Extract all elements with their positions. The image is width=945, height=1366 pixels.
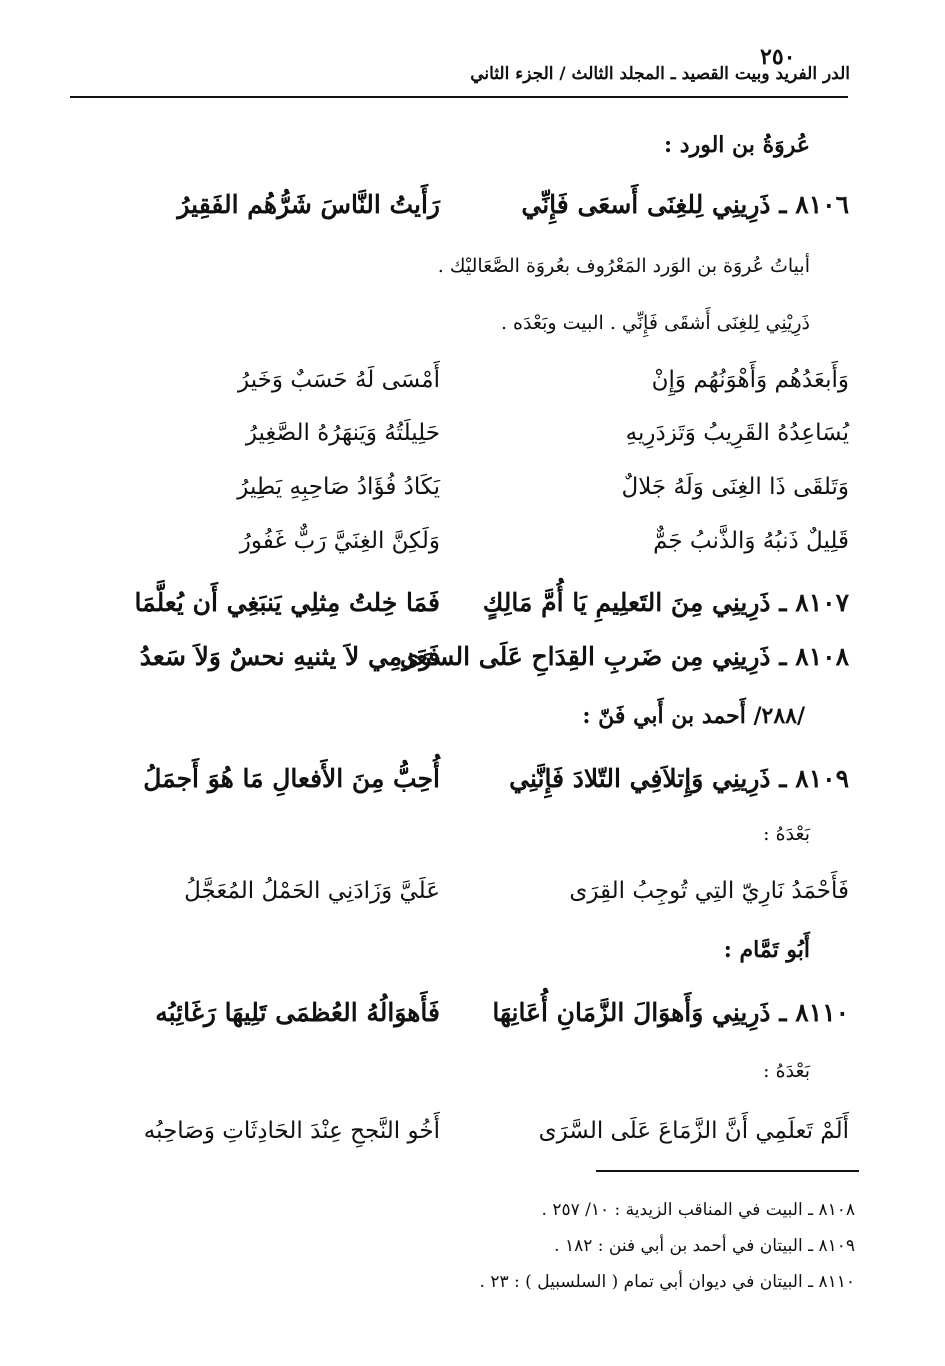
commentary-line: أبياتُ عُروَة بن الوَرد المَعْرُوف بعُروَة الصَّعَاليْك .	[437, 255, 810, 277]
commentary-line: ذَرِيْنِي لِلغِنَى أَشقَى فَإِنِّي . البيت وبَعْدَه .	[500, 312, 810, 334]
verse-8108-second: فَعَزمِي لاَ يثنيهِ نحسٌ وَلاَ سَعدُ	[139, 642, 440, 671]
page-number: ٢٥٠	[760, 44, 796, 70]
cited-verse-first: أَلَمْ تَعلَمِي أَنَّ الزَّمَاعَ عَلَى السَّرَى	[538, 1118, 849, 1144]
verse-8106-first: ٨١٠٦ ـ ذَرِينِي لِلغِنَى أَسعَى فَإِنِّي	[521, 190, 849, 219]
cited-verse-first: قَلِيلٌ ذَنبُهُ وَالذَّنبُ جَمٌّ	[653, 528, 849, 554]
verse-8110-second: فَأَهوَالُهُ العُظمَى تَلِيهَا رَغَائِبُه	[155, 998, 440, 1027]
cited-verse-second: أَمْسَى لَهُ حَسَبٌ وَخَيرُ	[238, 367, 440, 393]
cited-verse-second: يَكَادُ فُؤَادُ صَاحِبِهِ يَطِيرُ	[237, 474, 440, 500]
cited-verse-second: أَخُو النَّجحِ عِنْدَ الحَادِثَاتِ وَصَاحِبُه	[143, 1118, 440, 1144]
cited-verse-first: يُسَاعِدُهُ القَرِيبُ وَتَزدَرِيهِ	[625, 420, 849, 446]
footnote: ٨١١٠ ـ البيتان في ديوان أبي تمام ( السلسبيل ) : ٢٣ .	[479, 1272, 855, 1292]
verse-8107-second: فَمَا خِلتُ مِثلِي يَنبَغِي أَن يُعلَّمَا	[134, 588, 440, 617]
footnote: ٨١٠٩ ـ البيتان في أحمد بن أبي فنن : ١٨٢ .	[554, 1236, 855, 1256]
after-label: بَعْدَهُ :	[763, 1060, 810, 1082]
verse-8108-first: ٨١٠٨ ـ ذَرِينِي مِن ضَربِ القِدَاحِ عَلَى السرَى	[399, 642, 849, 671]
verse-8110-first: ٨١١٠ ـ ذَرِينِي وَأَهوَالَ الزَّمَانِ أُعَانِهَا	[492, 998, 849, 1027]
cited-verse-first: فَأَحْمَدُ نَارِيّ التِي تُوجِبُ القِرَى	[569, 878, 849, 904]
running-header: الدر الفريد وبيت القصيد ـ المجلد الثالث / الجزء الثاني	[470, 64, 850, 84]
verse-8109-first: ٨١٠٩ ـ ذَرِينِي وَإِتلاَفِي التّلادَ فَإِنَّنِي	[509, 764, 849, 793]
cited-verse-first: وَأَبعَدُهُم وَأَهْوَنُهُم وَإِنْ	[651, 367, 849, 393]
cited-verse-second: حَلِيلَتُهُ وَيَنهَرُهُ الصَّغِيرُ	[245, 420, 440, 446]
header-rule	[70, 96, 848, 98]
poet-heading: أَبُو تَمَّام :	[723, 937, 810, 963]
poet-heading: /٢٨٨/ أَحمد بن أَبي فَنّ :	[582, 703, 805, 729]
verse-8109-second: أُحِبُّ مِنَ الأَفعالِ مَا هُوَ أَجمَلُ	[143, 764, 440, 793]
cited-verse-second: عَلَيَّ وَزَادَنِي الحَمْلُ المُعَجَّلُ	[184, 878, 440, 904]
verse-8106-second: رَأَيتُ النَّاسَ شَرُّهُم الفَقِيرُ	[177, 190, 440, 219]
after-label: بَعْدَهُ :	[763, 823, 810, 845]
footnote-rule	[596, 1170, 859, 1172]
poet-heading: عُروَةُ بن الورد :	[664, 132, 810, 158]
cited-verse-first: وَتَلقَى ذَا الغِنَى وَلَهُ جَلالٌ	[621, 474, 849, 500]
cited-verse-second: وَلَكِنَّ الغِنَيَّ رَبٌّ غَفُورُ	[239, 528, 440, 554]
verse-8107-first: ٨١٠٧ ـ ذَرِينِي مِنَ التَعلِيمِ يَا أُمَّ مَالِكٍ	[482, 588, 849, 617]
footnote: ٨١٠٨ ـ البيت في المناقب الزيدية : ١٠/ ٢٥٧ .	[541, 1200, 855, 1220]
